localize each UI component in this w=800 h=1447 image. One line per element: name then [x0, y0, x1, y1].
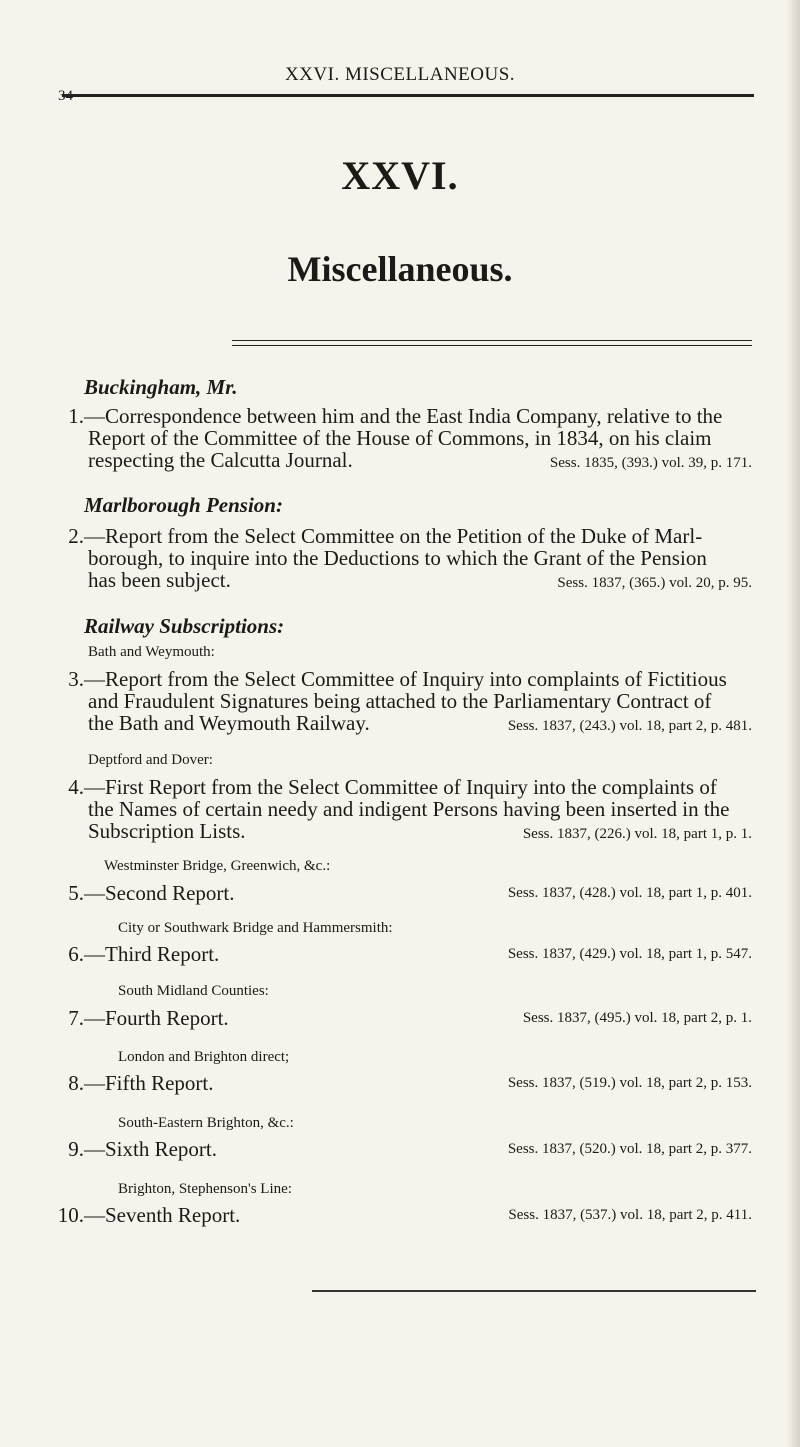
subheading-south-midland: South Midland Counties: — [118, 983, 269, 999]
entry-3 — [50, 668, 752, 737]
entry-number: 2. — [68, 524, 84, 548]
entry-4 — [50, 776, 752, 845]
title-double-rule — [232, 340, 752, 346]
chapter-title: Miscellaneous. — [287, 249, 513, 289]
session-reference: Sess. 1835, (393.) vol. 39, p. 171. — [549, 455, 752, 471]
session-reference: Sess. 1837, (495.) vol. 18, part 2, p. 1. — [522, 1010, 752, 1026]
entry-text: —Report from the Select Committee of Inquiry into complaints of Fictitious — [84, 667, 727, 691]
header-rule — [62, 94, 754, 97]
entry-text: —Report from the Select Committee on the Petition of the Duke of Marl- — [84, 524, 703, 548]
session-reference: Sess. 1837, (243.) vol. 18, part 2, p. 481. — [507, 718, 752, 734]
section-heading-buckingham: Buckingham, Mr. — [84, 375, 238, 399]
section-heading-marlborough: Marlborough Pension: — [84, 493, 283, 517]
entry-text: —Correspondence between him and the East India Company, relative to the — [84, 404, 723, 428]
session-reference: Sess. 1837, (226.) vol. 18, part 1, p. 1. — [522, 826, 752, 842]
entry-9 — [50, 1137, 752, 1162]
entry-number: 4. — [68, 775, 84, 799]
entry-text: has been subject. — [88, 568, 231, 592]
entry-text: —Fifth Report. — [84, 1071, 214, 1095]
running-head: XXVI. MISCELLANEOUS. — [284, 64, 516, 85]
entry-number: 8. — [68, 1071, 84, 1095]
session-reference: Sess. 1837, (429.) vol. 18, part 1, p. 547. — [507, 946, 752, 962]
session-reference: Sess. 1837, (365.) vol. 20, p. 95. — [557, 575, 752, 591]
entry-2 — [50, 525, 752, 594]
entry-8 — [50, 1071, 752, 1096]
page-number: 34 — [58, 88, 73, 104]
section-heading-railway: Railway Subscriptions: — [84, 614, 285, 638]
chapter-number: XXVI. — [341, 153, 459, 198]
entry-text: respecting the Calcutta Journal. — [88, 448, 353, 472]
entry-6 — [50, 942, 752, 967]
entry-10 — [50, 1203, 752, 1228]
session-reference: Sess. 1837, (520.) vol. 18, part 2, p. 377. — [507, 1141, 752, 1157]
session-reference: Sess. 1837, (519.) vol. 18, part 2, p. 153. — [507, 1075, 752, 1091]
entry-number: 3. — [68, 667, 84, 691]
session-reference: Sess. 1837, (428.) vol. 18, part 1, p. 401. — [507, 885, 752, 901]
entry-text: —First Report from the Select Committee of Inquiry into the complaints of — [84, 775, 717, 799]
entry-text: Report of the Committee of the House of Commons, in 1834, on his claim — [88, 426, 712, 450]
entry-number: 1. — [68, 404, 84, 428]
entry-text: the Names of certain needy and indigent Persons having been inserted in the — [88, 797, 730, 821]
entry-number: 9. — [68, 1137, 84, 1161]
page-edge-shadow — [786, 0, 800, 1447]
subheading-deptford-dover: Deptford and Dover: — [88, 752, 213, 768]
entry-7 — [50, 1006, 752, 1031]
entry-text: and Fraudulent Signatures being attached to the Parliamentary Contract of — [88, 689, 712, 713]
entry-text: borough, to inquire into the Deductions to which the Grant of the Pension — [88, 546, 707, 570]
entry-number: 6. — [68, 942, 84, 966]
subheading-brighton-stephenson: Brighton, Stephenson's Line: — [118, 1181, 292, 1197]
entry-text: —Second Report. — [84, 881, 235, 905]
subheading-bath-weymouth: Bath and Weymouth: — [88, 644, 215, 660]
subheading-westminster-bridge: Westminster Bridge, Greenwich, &c.: — [104, 858, 331, 874]
entry-text: —Sixth Report. — [84, 1137, 218, 1161]
session-reference: Sess. 1837, (537.) vol. 18, part 2, p. 411. — [508, 1207, 752, 1223]
entry-5 — [50, 881, 752, 906]
subheading-london-brighton: London and Brighton direct; — [118, 1049, 290, 1065]
closing-rule — [312, 1290, 756, 1292]
entry-text: —Third Report. — [84, 942, 220, 966]
subheading-south-eastern-brighton: South-Eastern Brighton, &c.: — [118, 1115, 294, 1131]
entry-text: the Bath and Weymouth Railway. — [88, 711, 370, 735]
entry-number: 7. — [68, 1006, 84, 1030]
entry-text: —Seventh Report. — [84, 1203, 241, 1227]
entry-number: 10. — [57, 1203, 84, 1227]
subheading-southwark-bridge: City or Southwark Bridge and Hammersmith: — [118, 920, 393, 936]
entry-1 — [50, 405, 752, 474]
entry-number: 5. — [68, 881, 84, 905]
entry-text: —Fourth Report. — [84, 1006, 229, 1030]
entry-text: Subscription Lists. — [88, 819, 246, 843]
